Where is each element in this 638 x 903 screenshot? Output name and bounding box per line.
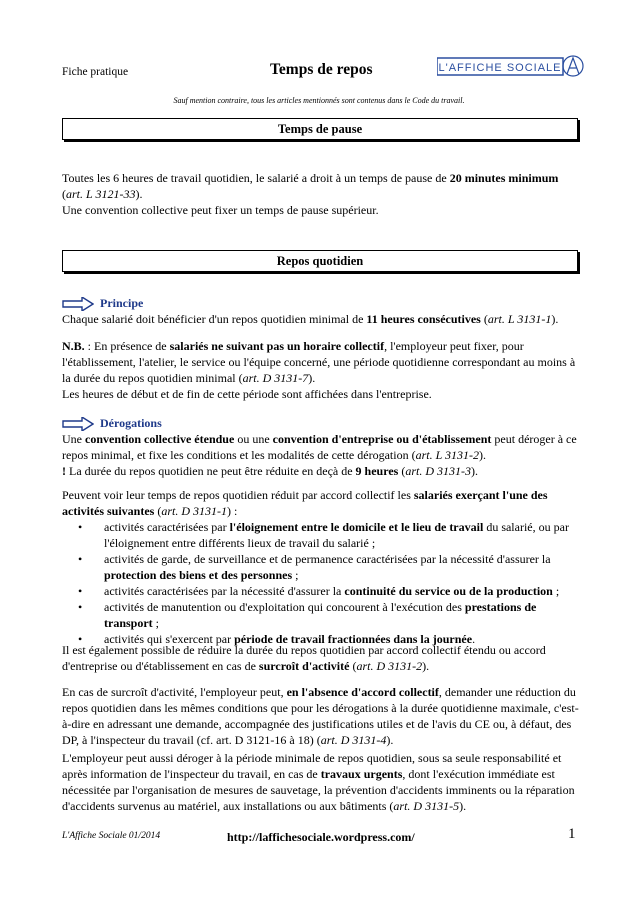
list-item: • activités de garde, de surveillance et de permanence caractérisées par la nécessité d'assurer la protection des biens et des personnes ; xyxy=(74,551,582,583)
activities-list xyxy=(62,519,582,647)
arrow-right-icon xyxy=(62,297,94,311)
section-title-pause: Temps de pause xyxy=(62,118,578,140)
derogations-heading: Dérogations xyxy=(62,416,162,431)
doc-type-label: Fiche pratique xyxy=(62,66,129,78)
list-item: • activités qui s'exercent par période de travail fractionnées dans la journée. xyxy=(74,631,582,647)
footer-link[interactable]: http://laffichesociale.wordpress.com/ xyxy=(227,830,415,844)
principe-heading: Principe xyxy=(62,296,143,311)
list-item: • activités caractérisées par la nécessité d'assurer la continuité du service ou de la production ; xyxy=(74,583,582,599)
page-number: 1 xyxy=(568,826,576,842)
travaux-urgents-paragraph: L'employeur peut aussi déroger à la période minimale de repos quotidien, sous sa seule responsabilité et après information de l'inspecteur du travail, en cas de travaux urgents, dont l'exécution immédiate est nécessitée par l'organisation de mesures de sauvetage, la prévention d'accidents imminents ou la réparation d'accidents survenus au matériel, aux installations ou aux bâtiments (art. D 3131-5). xyxy=(62,751,575,813)
principe-text: Chaque salarié doit bénéficier d'un repos quotidien minimal de 11 heures consécutives (art. L 3131-1). xyxy=(62,312,559,326)
surcroit-paragraph: En cas de surcroît d'activité, l'employeur peut, en l'absence d'accord collectif, demander une réduction du repos quotidien dans les mêmes conditions que pour les dérogations à la durée quotidienne maximale, c'est-à-dire en adressant une demande, accompagnée des justifications utiles et de l'avis du CE ou, à défaut, des DP, à l'inspecteur du travail (cf. art. D 3121-16 à 18) (art. D 3131-4). xyxy=(62,685,579,747)
arrow-right-icon xyxy=(62,417,94,431)
list-item: • activités de manutention ou d'exploitation qui concourent à l'exécution des prestations de transport ; xyxy=(74,599,582,631)
section-title-repos: Repos quotidien xyxy=(62,250,578,272)
list-item: • activités caractérisées par l'éloignement entre le domicile et le lieu de travail du salarié, ou par l'éloignement entre différents lieux de travail du salarié ; xyxy=(74,519,582,551)
footer-source: L'Affiche Sociale 01/2014 xyxy=(62,831,161,841)
site-logo xyxy=(437,48,585,88)
nb-paragraph: N.B. : En présence de salariés ne suivant pas un horaire collectif, l'employeur peut fixer, pour l'établissement, l'atelier, le service ou l'équipe concerné, une période quotidienne correspondant au moins à la durée du repos quotidien minimal (art. D 3131-7). Les heures de début et de fin de cette période sont affichées dans l'entreprise. xyxy=(62,339,576,401)
page-title: Temps de repos xyxy=(270,61,373,78)
header-note: Sauf mention contraire, tous les articles mentionnés sont contenus dans le Code du travail. xyxy=(173,96,465,105)
reduction-paragraph: Il est également possible de réduire la durée du repos quotidien par accord collectif étendu ou accord d'entreprise ou d'établissement en cas de surcroît d'activité (art. D 3131-2). xyxy=(62,643,546,673)
svg-text:L'AFFICHE SOCIALE: L'AFFICHE SOCIALE xyxy=(438,62,562,74)
pause-paragraph: Toutes les 6 heures de travail quotidien, le salarié a droit à un temps de pause de 20 minutes minimum (art. L 3121-33). Une convention collective peut fixer un temps de pause supérieur. xyxy=(62,171,559,217)
derogations-text: Une convention collective étendue ou une convention d'entreprise ou d'établissement peut déroger à ce repos minimal, et fixe les conditions et les modalités de cette dérogation (art. L 3131-2). ! La durée du repos quotidien ne peut être réduite en deçà de 9 heures (art. D 3131-3). xyxy=(62,432,577,478)
activities-intro: Peuvent voir leur temps de repos quotidien réduit par accord collectif les salariés exerçant l'une des activités suivantes (art. D 3131-1) : • activités caractérisées par l'éloignement entre le domicile et le lieu de travail du salarié, ou par l'éloignement entre différents lieux de travail du salarié ; • activités de garde, de surveillance et de permanence caractérisées par la nécessité d'assurer la protection des biens et des personnes ; • activités caractérisées par la nécessité d'assurer la continuité du service ou de la production ; • activités de manutention ou d'exploitation qui concourent à l'exécution des prestations de transport ; • activités qui s'exercent par période de travail fractionnées dans la journée. xyxy=(62,487,582,647)
